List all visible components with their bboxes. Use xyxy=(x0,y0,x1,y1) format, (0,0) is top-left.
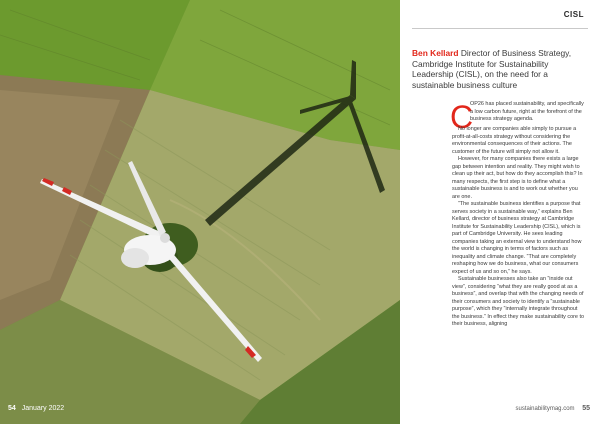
article-paragraph-4: Sustainable businesses also take an “inside out view”, considering “what they are really good at as a business”, and overlap that with the changing needs of their consumers and society to identify a “sustainable purpose”, which they “internally integrate throughout the business.” In effect they make sustainability core to their business, aligning xyxy=(452,276,584,328)
website-url[interactable]: sustainabilitymag.com xyxy=(515,406,575,412)
intro-text: OP26 has placed sustainability, and specifically a low carbon future, right at the forefront of the business strategy agenda. xyxy=(470,101,584,123)
page-number-right: 55 xyxy=(582,405,590,412)
article-body xyxy=(452,126,586,329)
right-page xyxy=(400,0,600,424)
right-page-footer xyxy=(516,405,591,412)
standfirst-text: Director of Business Strategy, Cambridge Institute for Sustainability Leadership (CISL), on the need for a sustainable business culture xyxy=(412,48,572,90)
article-paragraph-2: However, for many companies there exists a large gap between intention and reality. They might wish to clean up their act, but how do they accomplish this? In many respects, the first step is to define what a sustainable business is and to work out whether you are one. xyxy=(452,156,583,200)
left-page-footer xyxy=(8,405,64,412)
issue-date: January 2022 xyxy=(21,405,65,412)
section-tag: CISL xyxy=(563,10,584,19)
standfirst xyxy=(412,48,588,90)
standfirst-author: Ben Kellard xyxy=(412,48,459,58)
article-paragraph-1: No longer are companies able simply to pursue a profit-at-all-costs strategy without considering the environmental consequences of their actions. The customer of the future will simply not allow it. xyxy=(452,126,577,155)
header-divider xyxy=(412,28,588,29)
article-paragraph-3: “The sustainable business identifies a purpose that serves society in a sustainable way,” explains Ben Kellard, director of business strategy at Cambridge Institute for Sustainability Leadership (CISL), which is part of Cambridge University. He sees leading companies taking an external view to understand how the world is changing in terms of factors such as inequality and climate change. “That are completely reshaping how we do business, what our consumers expect of us and so on,” he says. xyxy=(452,201,582,275)
page-number-left: 54 xyxy=(8,405,16,412)
drop-cap-letter: C xyxy=(450,101,474,133)
